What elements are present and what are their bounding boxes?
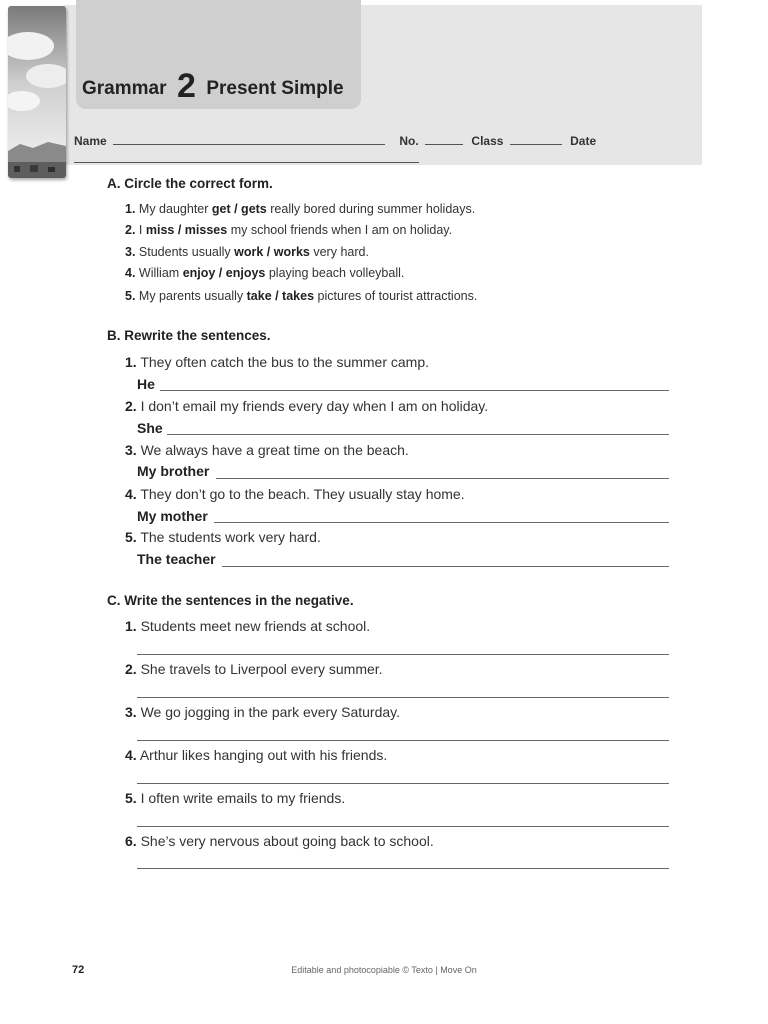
name-field[interactable] <box>113 133 385 145</box>
section-a-item: 5. My parents usually take / takes pictures of tourist attractions. <box>125 289 478 303</box>
section-c-item: 3. We go jogging in the park every Saturday. <box>125 704 400 720</box>
answer-line[interactable] <box>137 654 669 655</box>
title-word: Grammar <box>82 78 167 99</box>
answer-line[interactable] <box>137 783 669 784</box>
option-choice[interactable]: miss / misses <box>145 223 228 237</box>
answer-line[interactable] <box>222 566 669 567</box>
option-choice[interactable]: get / gets <box>211 202 267 216</box>
header-photo <box>8 6 66 178</box>
number-field[interactable] <box>425 133 463 145</box>
title-topic: Present Simple <box>206 78 344 99</box>
section-c-item: 6. She’s very nervous about going back to school. <box>125 833 434 849</box>
section-a-item: 3. Students usually work / works very hard. <box>125 245 369 259</box>
section-b-item: 4. They don’t go to the beach. They usually stay home. <box>125 486 465 502</box>
answer-line[interactable] <box>214 522 669 523</box>
answer-line[interactable] <box>137 697 669 698</box>
section-a-title: A. Circle the correct form. <box>107 176 273 191</box>
answer-line[interactable] <box>160 390 669 391</box>
class-label: Class <box>471 134 504 148</box>
rewrite-subject: My brother <box>137 463 210 479</box>
rewrite-subject: My mother <box>137 508 208 524</box>
section-b-item: 1. They often catch the bus to the summer camp. <box>125 354 430 370</box>
student-info-row <box>74 133 596 148</box>
answer-line[interactable] <box>137 868 669 869</box>
section-b-item: 5. The students work very hard. <box>125 529 321 545</box>
option-choice[interactable]: take / takes <box>246 289 315 303</box>
class-field[interactable] <box>510 133 562 145</box>
answer-line[interactable] <box>216 478 669 479</box>
title-number: 2 <box>176 67 196 105</box>
section-c-item: 2. She travels to Liverpool every summer. <box>125 661 383 677</box>
number-label: No. <box>399 134 419 148</box>
section-b-title: B. Rewrite the sentences. <box>107 328 271 343</box>
section-a-item: 4. William enjoy / enjoys playing beach volleyball. <box>125 266 405 280</box>
answer-line[interactable] <box>167 434 669 435</box>
section-b-item: 3. We always have a great time on the beach. <box>125 442 409 458</box>
section-c-title: C. Write the sentences in the negative. <box>107 593 354 608</box>
footer-copyright: Editable and photocopiable © Texto | Move On <box>291 965 477 975</box>
answer-line[interactable] <box>137 740 669 741</box>
option-choice[interactable]: enjoy / enjoys <box>182 266 266 280</box>
option-choice[interactable]: work / works <box>234 245 310 259</box>
rewrite-subject: He <box>137 376 155 392</box>
section-a-item: 1. My daughter get / gets really bored during summer holidays. <box>125 202 476 216</box>
date-field[interactable] <box>74 162 419 163</box>
rewrite-subject: She <box>137 420 163 436</box>
page-number: 72 <box>72 964 85 976</box>
section-c-item: 1. Students meet new friends at school. <box>125 618 371 634</box>
date-label: Date <box>570 134 597 148</box>
section-a-item: 2. I miss / misses my school friends when I am on holiday. <box>125 223 453 237</box>
rewrite-subject: The teacher <box>137 551 216 567</box>
section-c-item: 4. Arthur likes hanging out with his friends. <box>125 747 388 763</box>
name-label: Name <box>74 134 107 148</box>
answer-line[interactable] <box>137 826 669 827</box>
section-b-item: 2. I don’t email my friends every day when I am on holiday. <box>125 398 489 414</box>
page-title <box>82 64 344 103</box>
section-c-item: 5. I often write emails to my friends. <box>125 790 346 806</box>
